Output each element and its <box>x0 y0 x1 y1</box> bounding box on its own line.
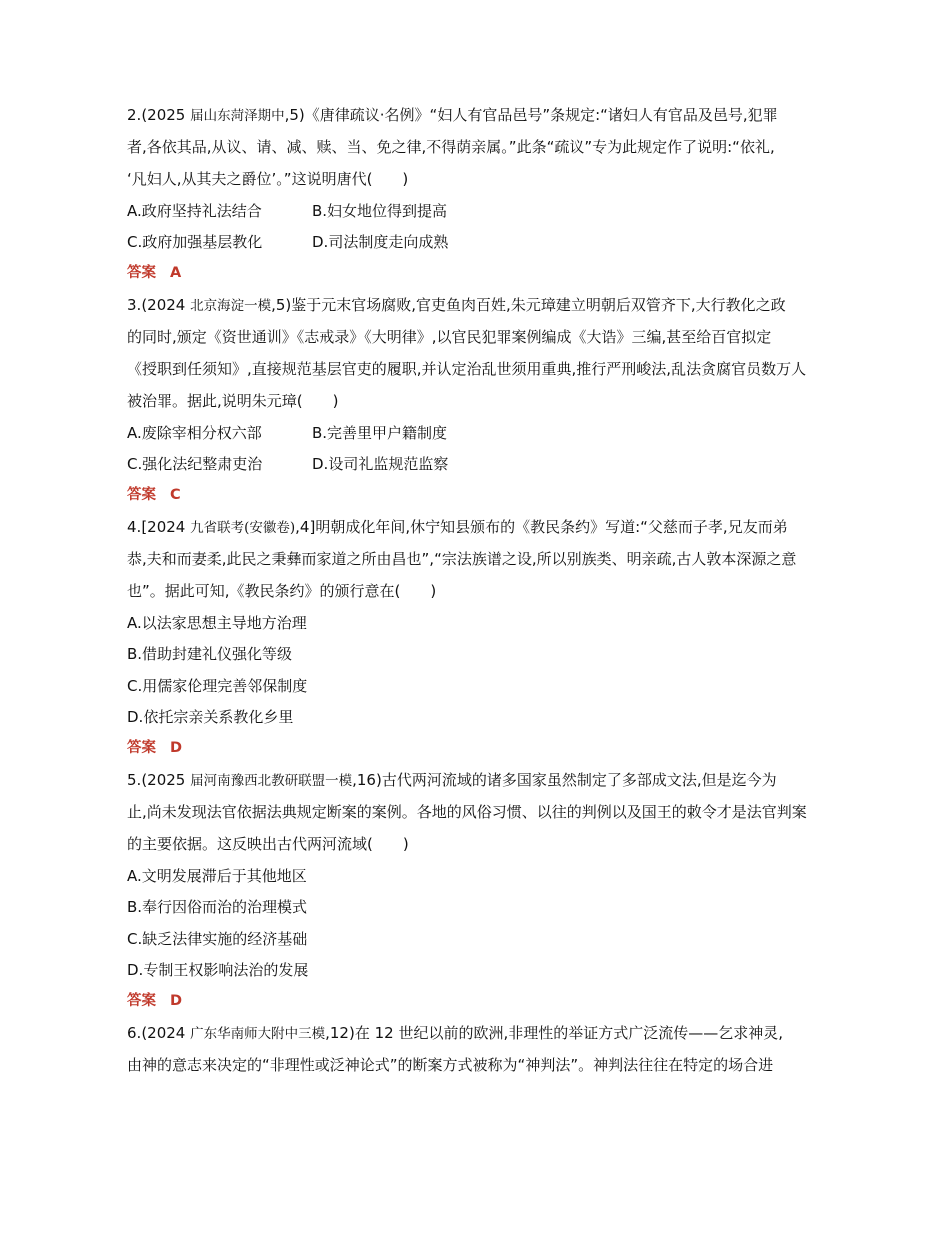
option-d: D.依托宗亲关系教化乡里 <box>127 708 294 726</box>
question-2-options-row-2 <box>127 232 449 252</box>
question-3-line-4: 被治罪。据此,说明朱元璋( ) <box>127 392 339 410</box>
question-2-options-row-1 <box>127 201 448 221</box>
option-b: B.奉行因俗而治的治理模式 <box>127 898 308 916</box>
question-source: 九省联考(安徽卷) <box>190 520 296 536</box>
question-5-line-1: 5.(2025 届河南豫西北教研联盟一模,16)古代两河流域的诸多国家虽然制定了多部成文法,但是迄今为 <box>127 771 777 789</box>
option-d: D.司法制度走向成熟 <box>312 233 449 251</box>
option-d: D.专制王权影响法治的发展 <box>127 961 309 979</box>
question-source: 届河南豫西北教研联盟一模 <box>190 773 353 789</box>
option-b: B.借助封建礼仪强化等级 <box>127 645 293 663</box>
option-a: A.文明发展滞后于其他地区 <box>127 867 307 885</box>
option-c: C.政府加强基层教化 <box>127 233 263 251</box>
question-3-answer: 答案 C <box>127 487 181 503</box>
option-b: B.妇女地位得到提高 <box>312 202 448 220</box>
question-3-options-row-2 <box>127 454 449 474</box>
question-5-line-3: 的主要依据。这反映出古代两河流域( ) <box>127 835 409 853</box>
option-c: C.缺乏法律实施的经济基础 <box>127 930 308 948</box>
question-source: 广东华南师大附中三模 <box>190 1026 326 1042</box>
question-3-options-row-1 <box>127 423 448 443</box>
option-d: D.设司礼监规范监察 <box>312 455 449 473</box>
question-6-line-2: 由神的意志来决定的“非理性或泛神论式”的断案方式被称为“神判法”。神判法往往在特定的场合进 <box>127 1056 774 1074</box>
question-4-line-2: 恭,夫和而妻柔,此民之秉彝而家道之所由昌也”,“宗法族谱之设,所以别族类、明亲疏,古人敦本深源之意 <box>127 550 797 568</box>
option-a: A.政府坚持礼法结合 <box>127 202 262 220</box>
question-4-line-3: 也”。据此可知,《教民条约》的颁行意在( ) <box>127 582 437 600</box>
question-4-line-1: 4.[2024 九省联考(安徽卷),4]明朝成化年间,休宁知县颁布的《教民条约》写道:“父慈而子孝,兄友而弟 <box>127 518 788 536</box>
question-6-line-1: 6.(2024 广东华南师大附中三模,12)在 12 世纪以前的欧洲,非理性的举证方式广泛流传——乞求神灵, <box>127 1024 783 1042</box>
question-2-line-2: 者,各依其品,从议、请、减、赎、当、免之律,不得荫亲属。”此条“疏议”专为此规定作了说明:“依礼, <box>127 138 775 156</box>
question-2-line-1: 2.(2025 届山东菏泽期中,5)《唐律疏议·名例》“妇人有官品邑号”条规定:“诸妇人有官品及邑号,犯罪 <box>127 106 778 124</box>
question-3-line-1: 3.(2024 北京海淀一模,5)鉴于元末官场腐败,官吏鱼肉百姓,朱元璋建立明朝后双管齐下,大行教化之政 <box>127 296 786 314</box>
question-2-answer: 答案 A <box>127 265 182 281</box>
option-a: A.以法家思想主导地方治理 <box>127 614 307 632</box>
question-5-answer: 答案 D <box>127 993 183 1009</box>
question-3-line-2: 的同时,颁定《资世通训》《志戒录》《大明律》,以官民犯罪案例编成《大诰》三编,甚至给百官拟定 <box>127 328 772 346</box>
question-2-line-3: ‘凡妇人,从其夫之爵位’。”这说明唐代( ) <box>127 170 409 188</box>
option-b: B.完善里甲户籍制度 <box>312 424 448 442</box>
option-c: C.强化法纪整肃吏治 <box>127 455 263 473</box>
option-a: A.废除宰相分权六部 <box>127 424 262 442</box>
question-5-line-2: 止,尚未发现法官依据法典规定断案的案例。各地的风俗习惯、以往的判例以及国王的敕令才是法官判案 <box>127 803 807 821</box>
question-source: 届山东菏泽期中 <box>190 108 285 124</box>
question-3-line-3: 《授职到任须知》,直接规范基层官吏的履职,并认定治乱世须用重典,推行严刑峻法,乱法贪腐官员数万人 <box>127 360 807 378</box>
option-c: C.用儒家伦理完善邻保制度 <box>127 677 308 695</box>
question-source: 北京海淀一模 <box>190 298 272 314</box>
question-4-answer: 答案 D <box>127 740 183 756</box>
